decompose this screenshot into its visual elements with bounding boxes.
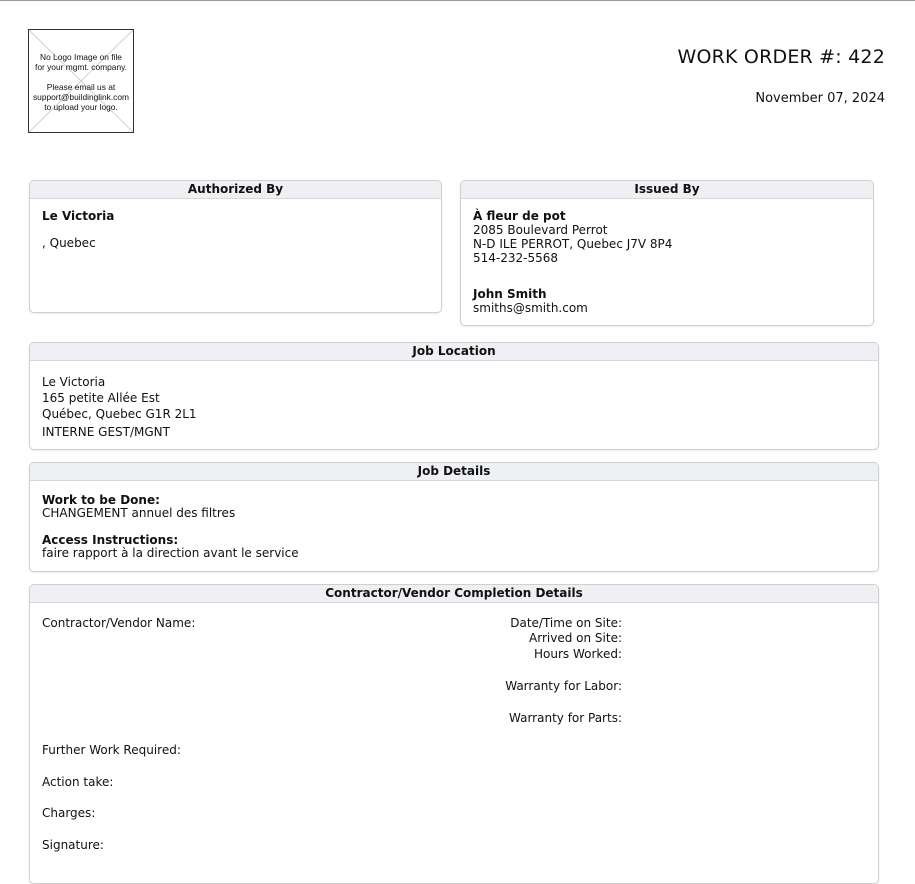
logo-line: support@buildinglink.com <box>32 92 130 102</box>
logo-placeholder <box>28 29 134 133</box>
panel-heading: Contractor/Vendor Completion Details <box>30 585 878 603</box>
work-order-date: November 07, 2024 <box>755 91 885 106</box>
warranty-labor-label: Warranty for Labor: <box>505 679 622 693</box>
panel-heading: Job Location <box>30 343 878 361</box>
issued-by-panel <box>460 180 874 326</box>
logo-line: Please email us at <box>46 82 116 92</box>
charges-label: Charges: <box>42 806 96 820</box>
completion-details-panel <box>29 584 879 884</box>
warranty-parts-label: Warranty for Parts: <box>509 711 622 725</box>
issuer-company: À fleur de pot <box>473 209 566 223</box>
location-line: INTERNE GEST/MGNT <box>42 425 170 439</box>
job-details-panel <box>29 462 879 572</box>
date-time-on-site-label: Date/Time on Site: <box>510 616 622 630</box>
vendor-name-label: Contractor/Vendor Name: <box>42 616 196 630</box>
issuer-contact-name: John Smith <box>473 287 547 301</box>
logo-placeholder-text <box>29 52 133 112</box>
action-taken-label: Action take: <box>42 775 114 789</box>
signature-label: Signature: <box>42 838 104 852</box>
issuer-address-line1: 2085 Boulevard Perrot <box>473 223 608 237</box>
further-work-label: Further Work Required: <box>42 743 181 757</box>
issuer-phone: 514-232-5568 <box>473 251 559 265</box>
logo-line: No Logo Image on file <box>40 52 122 62</box>
arrived-on-site-label: Arrived on Site: <box>529 631 622 645</box>
issuer-address-line2: N-D ILE PERROT, Quebec J7V 8P4 <box>473 237 673 251</box>
authorized-by-name: Le Victoria <box>42 209 115 223</box>
authorized-by-location: , Quebec <box>42 236 96 250</box>
panel-heading: Job Details <box>30 463 878 481</box>
location-line: Le Victoria <box>42 375 106 389</box>
access-instructions-label: Access Instructions: <box>42 533 179 547</box>
logo-line: for your mgmt. company. <box>35 62 127 72</box>
work-to-be-done-value: CHANGEMENT annuel des filtres <box>42 506 236 520</box>
job-location-panel <box>29 342 879 450</box>
location-line: Québec, Quebec G1R 2L1 <box>42 407 197 421</box>
hours-worked-label: Hours Worked: <box>534 647 622 661</box>
work-order-title: WORK ORDER #: 422 <box>677 46 885 68</box>
issuer-contact-email: smiths@smith.com <box>473 301 588 315</box>
panel-heading: Issued By <box>461 181 873 199</box>
location-line: 165 petite Allée Est <box>42 391 160 405</box>
access-instructions-value: faire rapport à la direction avant le service <box>42 546 299 560</box>
work-to-be-done-label: Work to be Done: <box>42 493 160 507</box>
top-divider <box>0 0 915 1</box>
authorized-by-panel <box>29 180 442 313</box>
panel-heading: Authorized By <box>30 181 441 199</box>
logo-line: to upload your logo. <box>44 102 118 112</box>
